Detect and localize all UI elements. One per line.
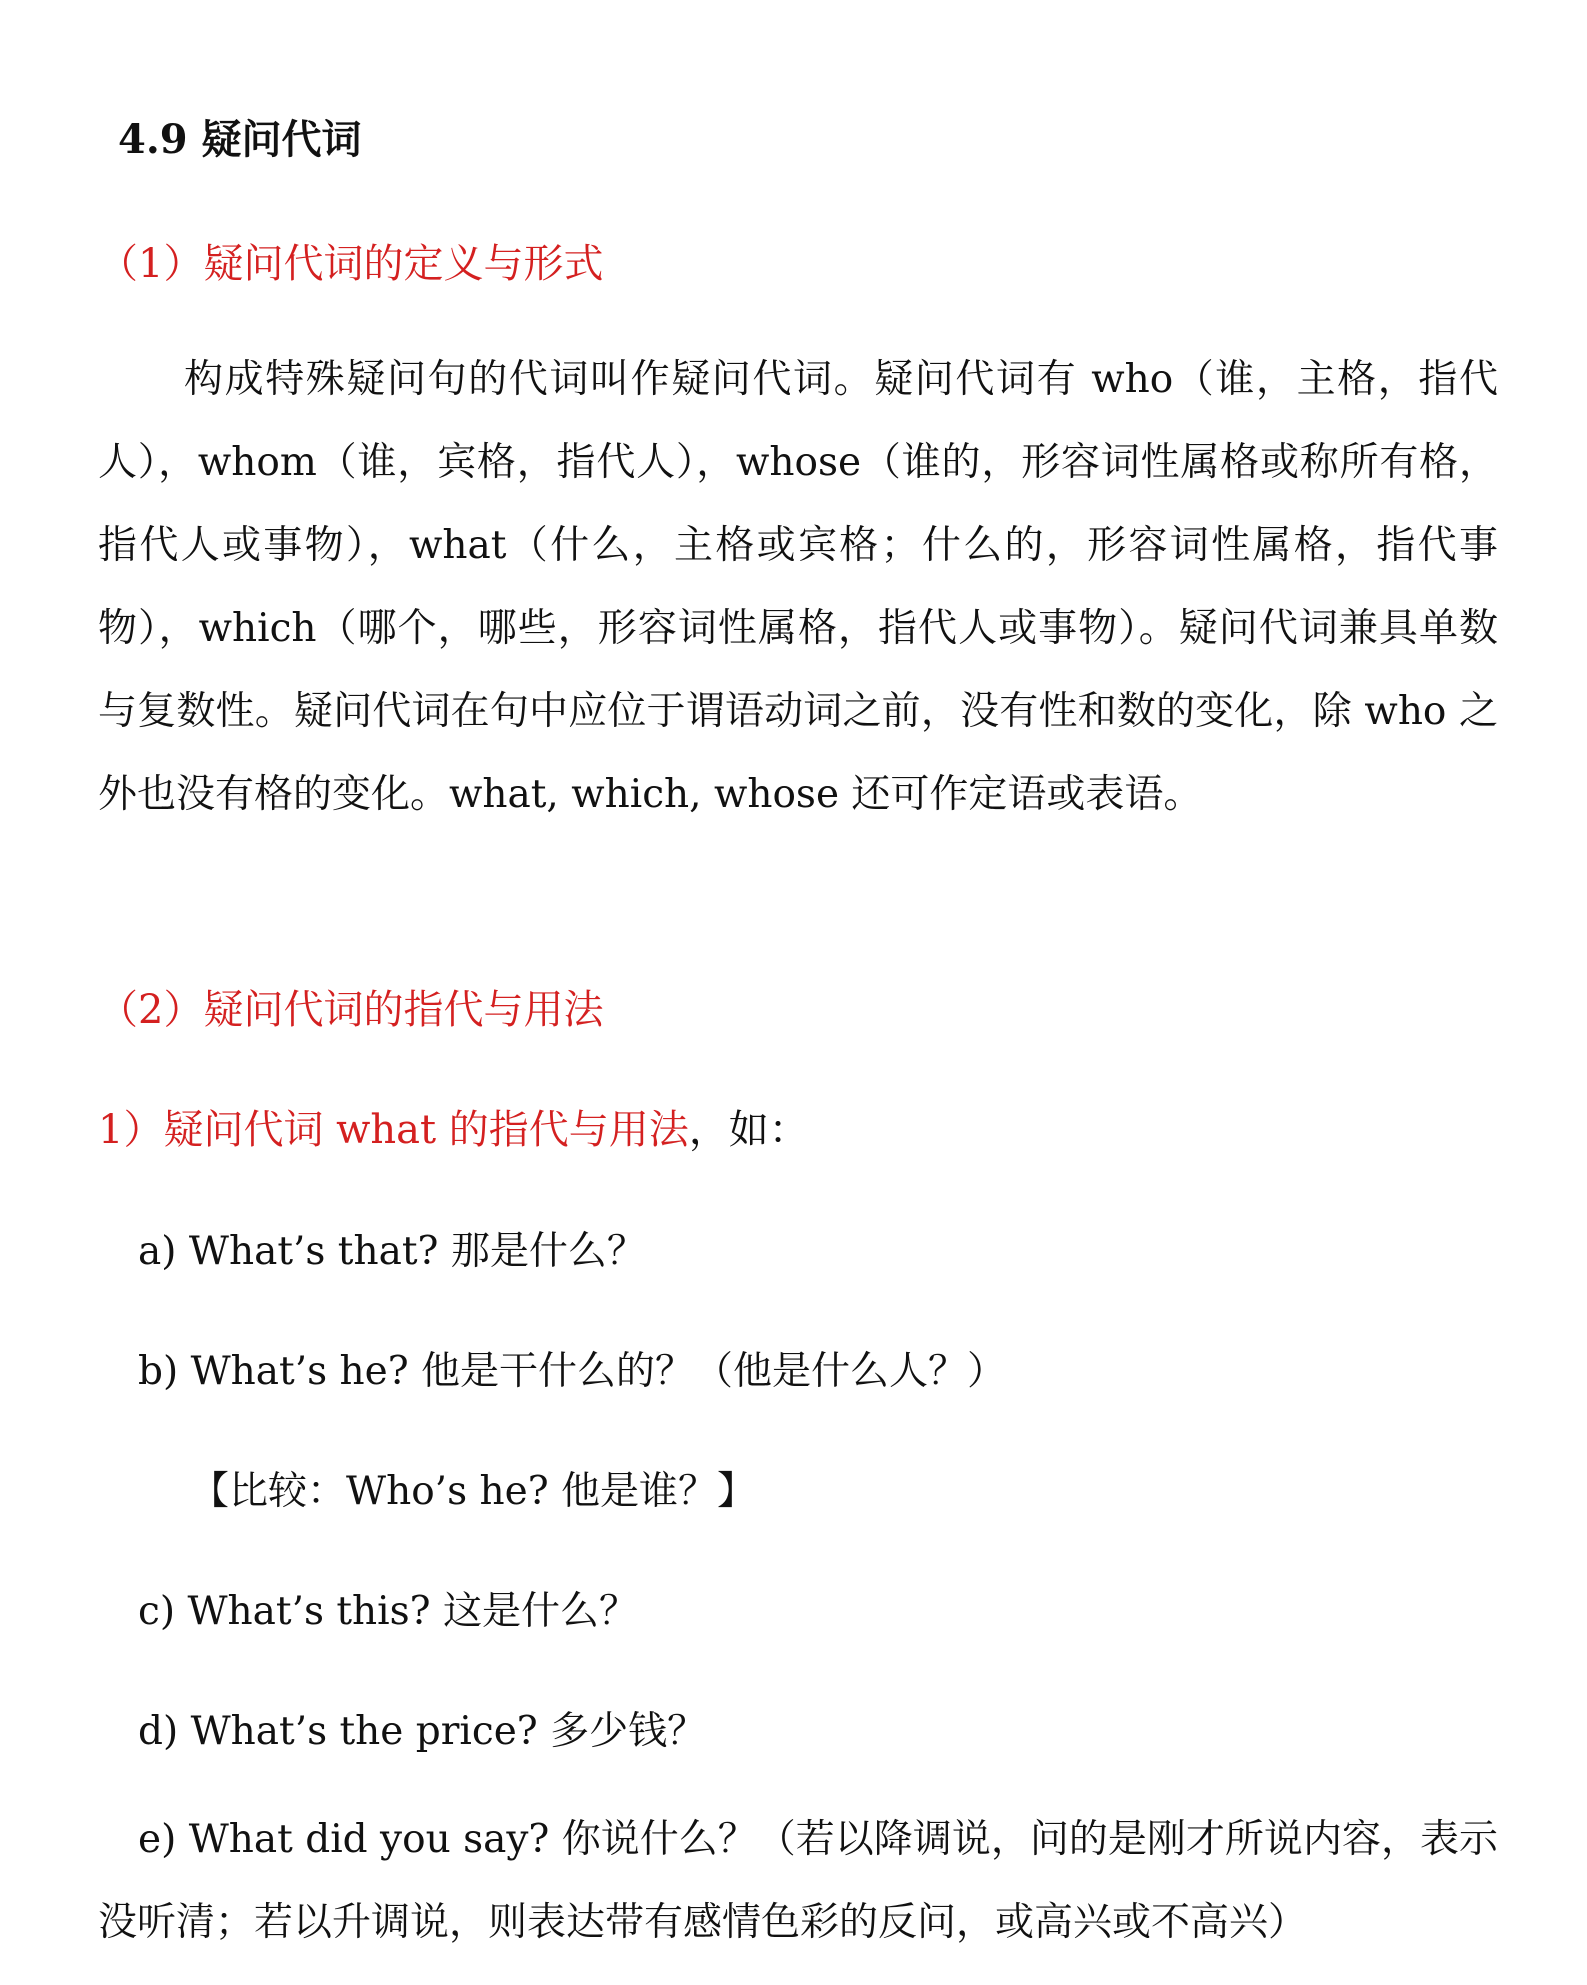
example-a: a) What’s that? 那是什么？ — [138, 1229, 646, 1274]
example-d: d) What’s the price? 多少钱？ — [138, 1709, 707, 1754]
section-heading: 4.9 疑问代词 — [118, 116, 362, 163]
subheading-usage: （2）疑问代词的指代与用法 — [98, 987, 604, 1033]
subheading-definition: （1）疑问代词的定义与形式 — [98, 241, 604, 287]
point-what-usage — [98, 1098, 809, 1155]
example-e: e) What did you say? 你说什么？（若以降调说，问的是刚才所说内容，表示没听清；若以升调说，则表达带有感情色彩的反问，或高兴或不高兴） — [98, 1817, 1498, 1945]
point-what-suffix: ，如： — [688, 1107, 809, 1153]
example-b: b) What’s he? 他是干什么的？（他是什么人？） — [138, 1349, 1007, 1394]
point-what-title: 1）疑问代词 what 的指代与用法 — [98, 1107, 689, 1153]
example-c: c) What’s this? 这是什么？ — [138, 1589, 638, 1634]
example-compare: 【比较：Who’s he? 他是谁？】 — [190, 1469, 756, 1514]
definition-paragraph: 构成特殊疑问句的代词叫作疑问代词。疑问代词有 who（谁，主格，指代人），whom（谁，宾格，指代人），whose（谁的，形容词性属格或称所有格，指代人或事物），what（什么，主格或宾格；什么的，形容词性属格，指代事物），which（哪个，哪些，形容词性属格，指代人或事物）。疑问代词兼具单数与复数性。疑问代词在句中应位于谓语动词之前，没有性和数的变化，除 who 之外也没有格的变化。what, which, whose 还可作定语或表语。 — [98, 357, 1498, 817]
